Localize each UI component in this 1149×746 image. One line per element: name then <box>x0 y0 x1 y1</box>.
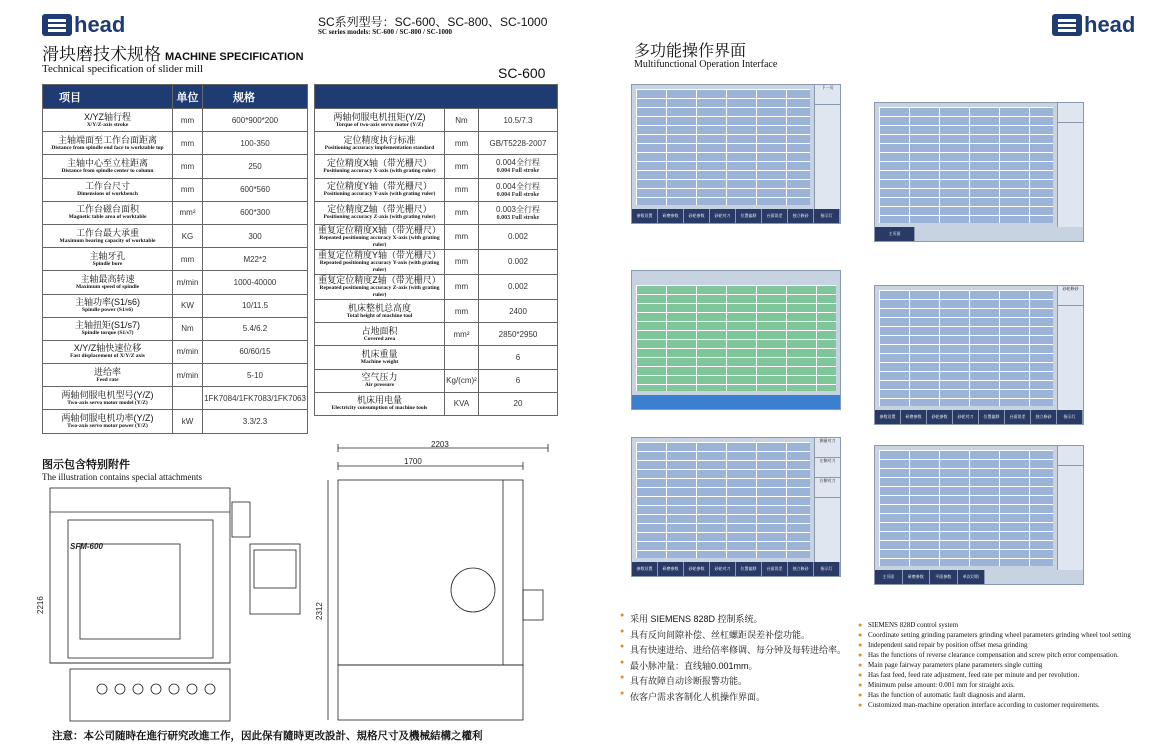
softkey-button[interactable]: 指示灯 <box>814 562 840 576</box>
machine-model-label: SFM-600 <box>70 542 103 551</box>
softkey-button[interactable]: 砂轮参数 <box>927 410 953 424</box>
spec-value: 5.4/6.2 <box>203 317 308 340</box>
base <box>70 669 230 721</box>
spec-unit <box>445 346 479 369</box>
spec-unit: m/min <box>173 271 203 294</box>
spec-item: 工作台最大承重 Maximum bearing capacity of worktable <box>43 224 173 247</box>
spec-unit: mm <box>445 274 479 299</box>
spec-unit: mm <box>173 132 203 155</box>
spec-row <box>43 132 308 155</box>
spec-row <box>43 340 308 363</box>
spec-value: 0.002 <box>479 274 558 299</box>
spec-unit: KG <box>173 224 203 247</box>
spec-row <box>315 201 558 224</box>
spec-table-right <box>314 84 558 416</box>
spec-value: 1FK7084/1FK7083/1FK7063 <box>203 387 308 410</box>
feature-en-item: ● Independent sand repair by position offset mesa grinding <box>858 640 1138 650</box>
screen-sidebar: 下一页 <box>814 85 840 209</box>
spec-item: 重复定位精度Z轴（带光栅尺） Repeated positioning accuracy Z-axis (with grating ruler) <box>315 274 445 299</box>
spec-row <box>43 109 308 132</box>
feature-en-item: ● Has the function of automatic fault diagnosis and alarm. <box>858 690 1138 700</box>
spec-row <box>43 387 308 410</box>
softkey-button[interactable]: 砂轮对刀 <box>710 562 736 576</box>
softkey-button[interactable]: 参数设置 <box>632 562 658 576</box>
brand-name: head <box>74 12 126 37</box>
spec-row <box>315 109 558 132</box>
spec-row <box>43 294 308 317</box>
spec-value: 5-10 <box>203 364 308 387</box>
feature-cn-item: ● 具有故障自动诊断报警功能。 <box>620 674 860 690</box>
feature-en-item: ● Main page fairway parameters plane parameters single cutting <box>858 660 1138 670</box>
logo-mark-icon-right <box>1052 14 1082 36</box>
spec-item: 重复定位精度X轴（带光栅尺） Repeated positioning accuracy X-axis (with grating ruler) <box>315 224 445 249</box>
spec-unit: mm <box>445 299 479 322</box>
spec-unit: Nm <box>445 109 479 132</box>
softkey-button[interactable]: 砂轮对刀 <box>953 410 979 424</box>
spindle-head <box>232 502 250 537</box>
spec-value: 250 <box>203 155 308 178</box>
spec-item: X/Y/Z轴快速位移 Fast displacement of X/Y/Z axis <box>43 340 173 363</box>
spec-unit: mm <box>173 178 203 201</box>
spec-title-en: MACHINE SPECIFICATION <box>165 51 304 63</box>
spec-value: 10/11.5 <box>203 294 308 317</box>
feature-cn-item: ● 具有反向间隙补偿、丝杠螺距误差补偿功能。 <box>620 628 860 644</box>
screen-coordinates <box>631 84 841 224</box>
spec-value: 0.004全行程 0.004 Full stroke <box>479 155 558 178</box>
spec-unit: mm² <box>445 323 479 346</box>
spec-item: 主轴端面至工作台面距离 Distance from spindle end face to worktable top <box>43 132 173 155</box>
softkey-button[interactable]: 独立修砂 <box>788 209 814 223</box>
screen-wheel-params <box>631 270 841 410</box>
spec-value: 100-350 <box>203 132 308 155</box>
brand-logo-left <box>42 12 125 38</box>
spec-value: 60/60/15 <box>203 340 308 363</box>
spec-item: 机床用电量 Electricity consumption of machine tools <box>315 392 445 415</box>
spec-subtitle: Technical specification of slider mill <box>42 63 204 75</box>
side-window <box>451 568 495 612</box>
spec-item: X/YZ轴行程 X/Y/Z-axis stroke <box>43 109 173 132</box>
spec-row <box>315 224 558 249</box>
logo-mark-icon <box>42 14 72 36</box>
spec-item: 进给率 Feed rate <box>43 364 173 387</box>
dim-height-left: 2216 <box>36 596 45 614</box>
brand-name-right: head <box>1084 12 1136 37</box>
machine-front-drawing <box>36 484 315 724</box>
spec-row <box>43 248 308 271</box>
side-base <box>338 665 523 720</box>
screen-softkeys <box>632 209 840 223</box>
spec-unit: m/min <box>173 340 203 363</box>
softkey-button[interactable]: 位置偏移 <box>736 209 762 223</box>
spec-title <box>42 40 304 65</box>
spec-item: 机床重量 Machine weight <box>315 346 445 369</box>
spec-item: 定位精度X轴（带光栅尺） Positioning accuracy X-axis (with grating ruler) <box>315 155 445 178</box>
feature-en-item: ● Coordinate setting grinding parameters grinding wheel parameters grinding wheel tool setting <box>858 630 1138 640</box>
series-title-en: SC series models: SC-600 / SC-800 / SC-1000 <box>318 28 452 36</box>
front-door <box>68 520 213 658</box>
softkey-button[interactable]: 研磨参数 <box>658 562 684 576</box>
spec-row <box>315 392 558 415</box>
softkey-button[interactable]: 砂轮参数 <box>684 209 710 223</box>
model-label: SC-600 <box>498 65 546 81</box>
spec-item: 工作台尺寸 Dimensions of workbench <box>43 178 173 201</box>
spec-row <box>43 410 308 433</box>
side-cabinet <box>338 480 523 665</box>
header-item: 项目 <box>43 85 173 109</box>
spec-unit: mm <box>445 224 479 249</box>
dim-overall: 2203 <box>431 440 449 449</box>
front-cabinet <box>50 488 230 663</box>
spec-value: 0.002 <box>479 224 558 249</box>
spec-item: 主轴牙孔 Spindle bore <box>43 248 173 271</box>
spec-unit: mm² <box>173 201 203 224</box>
spec-row <box>43 317 308 340</box>
spec-unit: Nm <box>173 317 203 340</box>
spec-unit: mm <box>173 155 203 178</box>
control-screen <box>254 550 296 588</box>
spec-value: 20 <box>479 392 558 415</box>
attach-title-en: The illustration contains special attachments <box>42 472 202 482</box>
control-panel <box>250 544 300 614</box>
softkey-button[interactable]: 砂轮对刀 <box>710 209 736 223</box>
feature-cn-item: ● 采用 SIEMENS 828D 控制系统。 <box>620 612 860 628</box>
softkey-button[interactable]: 台面误差 <box>762 562 788 576</box>
screen-softkeys-2: 主页面 <box>875 227 915 241</box>
screen-grinding-params <box>874 102 1084 242</box>
feature-cn-item: ● 最小脉冲量：直线轴0.001mm。 <box>620 659 860 675</box>
spec-value: 3.3/2.3 <box>203 410 308 433</box>
feature-en-item: ● Minimum pulse amount: 0.001 mm for straight axis. <box>858 680 1138 690</box>
spec-value: 0.002 <box>479 249 558 274</box>
spec-item: 主轴扭矩(S1/s7) Spindle torque (S1/s7) <box>43 317 173 340</box>
softkey-button[interactable]: 台面误差 <box>1005 410 1031 424</box>
spec-item: 机床整机总高度 Total height of machine tool <box>315 299 445 322</box>
spec-value: 2400 <box>479 299 558 322</box>
softkey-button[interactable]: 研磨参数 <box>658 209 684 223</box>
softkey-button[interactable]: 砂轮参数 <box>684 562 710 576</box>
spec-item: 主轴功率(S1/s6) Spindle power (S1/s6) <box>43 294 173 317</box>
spec-unit: mm <box>445 249 479 274</box>
spec-value: 0.003全行程 0.003 Full stroke <box>479 201 558 224</box>
spec-unit: Kg/(cm)² <box>445 369 479 392</box>
spec-value: 2850*2950 <box>479 323 558 346</box>
spec-item: 主轴中心至立柱距离 Distance from spindle center to column <box>43 155 173 178</box>
spec-item: 占地面积 Covered area <box>315 323 445 346</box>
spec-row <box>315 155 558 178</box>
spec-value: 6 <box>479 369 558 392</box>
spec-unit: kW <box>173 410 203 433</box>
spec-value: GB/T5228-2007 <box>479 132 558 155</box>
spec-value: 1000-40000 <box>203 271 308 294</box>
spec-row <box>43 155 308 178</box>
softkey-button[interactable]: 位置偏移 <box>736 562 762 576</box>
spec-item: 主轴最高转速 Maximum speed of spindle <box>43 271 173 294</box>
spec-row <box>43 201 308 224</box>
feature-en-item: ● Has fast feed, feed rate adjustment, feed rate per minute and per revolution. <box>858 670 1138 680</box>
softkey-button[interactable]: 指示灯 <box>814 209 840 223</box>
softkey-button[interactable]: 位置偏移 <box>979 410 1005 424</box>
spec-item: 两轴伺服电机扭矩(Y/Z) Torque of two-axis servo motor (Y/Z) <box>315 109 445 132</box>
spec-item: 两轴伺服电机型号(Y/Z) Two-axis servo motor model (Y/Z) <box>43 387 173 410</box>
softkey-button[interactable]: 参数设置 <box>875 410 901 424</box>
spec-item: 定位精度执行标准 Positioning accuracy implementation standard <box>315 132 445 155</box>
brand-logo-right <box>1052 12 1135 38</box>
spec-unit: mm <box>445 132 479 155</box>
front-window <box>80 544 180 639</box>
notice: 注意：本公司随時在進行研究改進工作，因此保有隨時更改設計、規格尺寸及機械結構之權利 <box>52 730 483 742</box>
spec-row <box>43 224 308 247</box>
spec-row <box>315 274 558 299</box>
spec-row <box>43 364 308 387</box>
machine-side-drawing <box>315 440 563 724</box>
feature-en-item: ● Has the functions of reverse clearance compensation and screw pitch error compensation. <box>858 650 1138 660</box>
attach-title-cn: 图示包含特别附件 <box>42 459 130 471</box>
softkey-button[interactable]: 研磨参数 <box>901 410 927 424</box>
softkey-button[interactable]: 指示灯 <box>1057 410 1083 424</box>
interface-title-en: Multifunctional Operation Interface <box>634 59 778 70</box>
softkey-button[interactable]: 台面误差 <box>762 209 788 223</box>
spec-item: 工作台磁台面积 Magnetic table area of worktable <box>43 201 173 224</box>
spec-value: 600*300 <box>203 201 308 224</box>
spec-unit: KW <box>173 294 203 317</box>
features-en <box>858 620 1138 710</box>
spec-row <box>315 346 558 369</box>
spec-value: 0.004全行程 0.004 Full stroke <box>479 178 558 201</box>
softkey-button[interactable]: 参数设置 <box>632 209 658 223</box>
screen-single-cut: 主页面 研磨参数 平面参数 单次切削 <box>874 445 1084 585</box>
spec-row <box>43 271 308 294</box>
screen-wheel-setting: 砂轮修砂 参数设置 研磨参数 砂轮参数 砂轮对刀 位置偏移 台面误差 独立修砂 指示灯 <box>874 285 1084 425</box>
spec-item: 重复定位精度Y轴（带光栅尺） Repeated positioning accuracy Y-axis (with grating ruler) <box>315 249 445 274</box>
spec-row <box>315 323 558 346</box>
feature-en-item: ● Customized man-machine operation interface according to customer requirements. <box>858 700 1138 710</box>
spec-unit: mm <box>173 248 203 271</box>
spec-value: 300 <box>203 224 308 247</box>
spec-row <box>43 178 308 201</box>
dim-height-right: 2312 <box>315 602 324 620</box>
dim-width: 1700 <box>404 457 422 466</box>
spec-value: 600*900*200 <box>203 109 308 132</box>
spec-unit: mm <box>445 201 479 224</box>
spec-row <box>315 249 558 274</box>
spec-value: M22*2 <box>203 248 308 271</box>
softkey-button[interactable]: 独立修砂 <box>788 562 814 576</box>
spec-item: 定位精度Y轴（带光栅尺） Positioning accuracy Y-axis (with grating ruler) <box>315 178 445 201</box>
spec-value: 6 <box>479 346 558 369</box>
spec-unit: mm <box>173 109 203 132</box>
series-title-cn: SC系列型号：SC-600、SC-800、SC-1000 <box>318 15 548 29</box>
interface-title-cn: 多功能操作界面 <box>634 43 747 60</box>
spec-value: 10.5/7.3 <box>479 109 558 132</box>
spec-value: 600*560 <box>203 178 308 201</box>
feature-en-item: ● SIEMENS 828D control system <box>858 620 1138 630</box>
spec-row <box>315 132 558 155</box>
header-blank <box>315 85 558 109</box>
softkey-button[interactable]: 独立修砂 <box>1031 410 1057 424</box>
spec-item: 空气压力 Air pressure <box>315 369 445 392</box>
features-cn <box>620 612 860 705</box>
spec-row <box>315 299 558 322</box>
spec-row <box>315 369 558 392</box>
spec-unit: KVA <box>445 392 479 415</box>
spec-unit <box>173 387 203 410</box>
feature-cn-item: ● 依客户需求客制化人机操作界面。 <box>620 690 860 706</box>
spec-row <box>315 178 558 201</box>
spec-unit: mm <box>445 155 479 178</box>
spec-item: 定位精度Z轴（带光栅尺） Positioning accuracy Z-axis (with grating ruler) <box>315 201 445 224</box>
screen-position-offset: 测量对刀 左侧对刀 右侧对刀 参数设置 研磨参数 砂轮参数 砂轮对刀 位置偏移 台面误差 独立修砂 指示灯 <box>631 437 841 577</box>
header-spec: 规格 <box>203 85 308 109</box>
spec-item: 两轴伺服电机功率(Y/Z) Two-axis servo motor power (Y/Z) <box>43 410 173 433</box>
header-unit: 单位 <box>173 85 203 109</box>
spec-table-left <box>42 84 308 434</box>
spec-unit: mm <box>445 178 479 201</box>
spec-unit: m/min <box>173 364 203 387</box>
spec-title-cn: 滑块磨技术规格 <box>42 45 161 64</box>
feature-cn-item: ● 具有快速进给、进给倍率修调、每分钟及每转进给率。 <box>620 643 860 659</box>
